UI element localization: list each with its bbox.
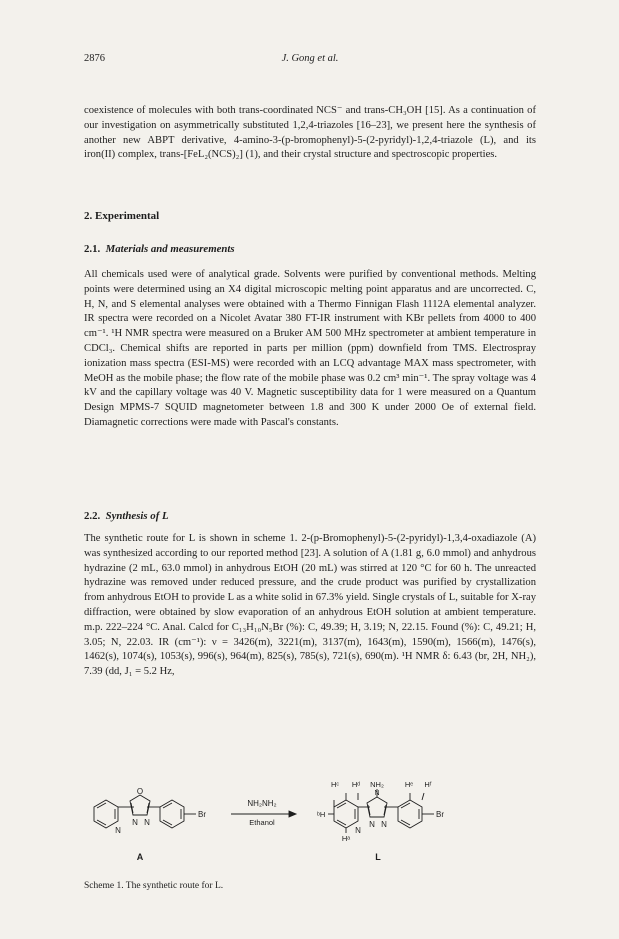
atom-label-br: Br: [198, 810, 206, 819]
atom-label-n: N: [132, 818, 138, 827]
atom-label-hd: Hᵈ: [351, 780, 361, 789]
compound-a-structure: [94, 787, 206, 835]
compound-label-l: L: [375, 852, 381, 862]
intro-paragraph: coexistence of molecules with both trans-coordinated NCS⁻ and trans-CH₃OH [15]. As a continuation of our investigation on asymmetrically substituted 1,2,4-triazoles [16–23], we present here the synthesis of another new ABPT derivative, 4-amino-3-(p-bromophenyl)-5-(2-pyridyl)-1,2,4-triazole (L), and its iron(II) complex, trans-[FeL₂(NCS)₂] (1), and their crystal structure and spectroscopic properties.: [84, 105, 536, 161]
running-header: [84, 53, 536, 69]
running-title: J. Gong et al.: [281, 53, 339, 64]
reagent-label: NH₂NH₂: [247, 799, 277, 808]
atom-label-ha: Hᵃ: [341, 834, 351, 843]
subsection-title: Synthesis of L: [105, 510, 169, 522]
subsection-heading-synthesis: [84, 510, 169, 522]
atom-label-n: N: [369, 820, 375, 829]
atom-label-o: O: [136, 787, 144, 796]
atom-label-n: N: [144, 818, 150, 827]
atom-label-n: N: [381, 820, 387, 829]
section-heading-experimental: 2. Experimental: [84, 210, 160, 222]
compound-l-structure: [317, 780, 444, 843]
page-number: 2876: [84, 53, 105, 64]
atom-label-n: N: [355, 826, 361, 835]
compound-label-a: A: [136, 852, 144, 862]
scheme-caption: Scheme 1. The synthetic route for L.: [84, 881, 224, 891]
reaction-scheme-drawing: [84, 773, 536, 873]
atom-label-hb: ᵇH: [317, 810, 326, 819]
subsection-title: Materials and measurements: [105, 243, 235, 255]
solvent-label: Ethanol: [249, 818, 275, 827]
atom-label-br: Br: [436, 810, 444, 819]
subsection-number: 2.2.: [84, 510, 101, 522]
atom-label-hc: Hᶜ: [330, 780, 340, 789]
subsection-number: 2.1.: [84, 243, 101, 255]
atom-label-n: N: [115, 826, 121, 835]
materials-paragraph: All chemicals used were of analytical grade. Solvents were purified by conventional methods. Melting points were determined using an X4 digital microscopic melting point apparatus and are uncorrected. C, H, N, and S elemental analyses were obtained with a Thermo Finnigan Flash 1112A elemental analyzer. IR spectra were recorded on a Nicolet Avatar 380 FT-IR instrument with KBr pellets from 4000 to 400 cm⁻¹. ¹H NMR spectra were measured on a Bruker AM 500 MHz spectrometer at ambient temperature in CDCl₃. Chemical shifts are reported in parts per million (ppm) downfield from TMS. Electrospray ionization mass spectra (ESI-MS) were recorded with an LCQ advantage MAX mass spectrometer, with MeOH as the mobile phase; the flow rate of the mobile phase was 0.2 cm³ min⁻¹. The spray voltage was 4 kV and the capillary voltage was 40 V. Magnetic susceptibility data for 1 were measured on a Quantum Design MPMS-7 SQUID magnetometer between 1.8 and 300 K under 2000 Oe of external field. Diamagnetic corrections were made with Pascal's constants.: [84, 269, 536, 428]
atom-label-n: N: [374, 790, 380, 797]
atom-label-nh2: NH₂: [370, 780, 384, 789]
reaction-arrow: [231, 799, 296, 827]
atom-label-he: Hᵉ: [404, 780, 414, 789]
reaction-scheme: [84, 773, 536, 873]
synthesis-paragraph: The synthetic route for L is shown in scheme 1. 2-(p-Bromophenyl)-5-(2-pyridyl)-1,3,4-oxadiazole (A) was synthesized according to our reported method [23]. A solution of A (1.81 g, 6.0 mmol) and anhydrous hydrazine (2 mL, 63.0 mmol) in anhydrous EtOH (20 mL) was stirred at 120 °C for 60 h. The unreacted hydrazine was removed under reduced pressure, and the crude product was purified by crystallization from anhydrous EtOH to provide L as a white solid in 67.3% yield. Single crystals of L, suitable for X-ray diffraction, were obtained by slow evaporation of an anhydrous EtOH solution at ambient temperature. m.p. 222–224 °C. Anal. Calcd for C₁₃H₁₀N₅Br (%): C, 49.39; H, 3.19; N, 22.15. Found (%): C, 49.21; H, 3.05; N, 22.03. IR (cm⁻¹): ν = 3426(m), 3221(m), 3137(m), 1643(m), 1590(m), 1566(m), 1476(s), 1462(s), 1074(s), 1053(s), 996(s), 964(m), 825(s), 785(s), 721(s), 690(m). ¹H NMR δ: 6.43 (br, 2H, NH₂), 7.39 (dd, J₁ = 5.2 Hz,: [84, 533, 536, 678]
atom-label-hf: Hᶠ: [424, 780, 432, 789]
subsection-heading-materials: [84, 243, 235, 255]
